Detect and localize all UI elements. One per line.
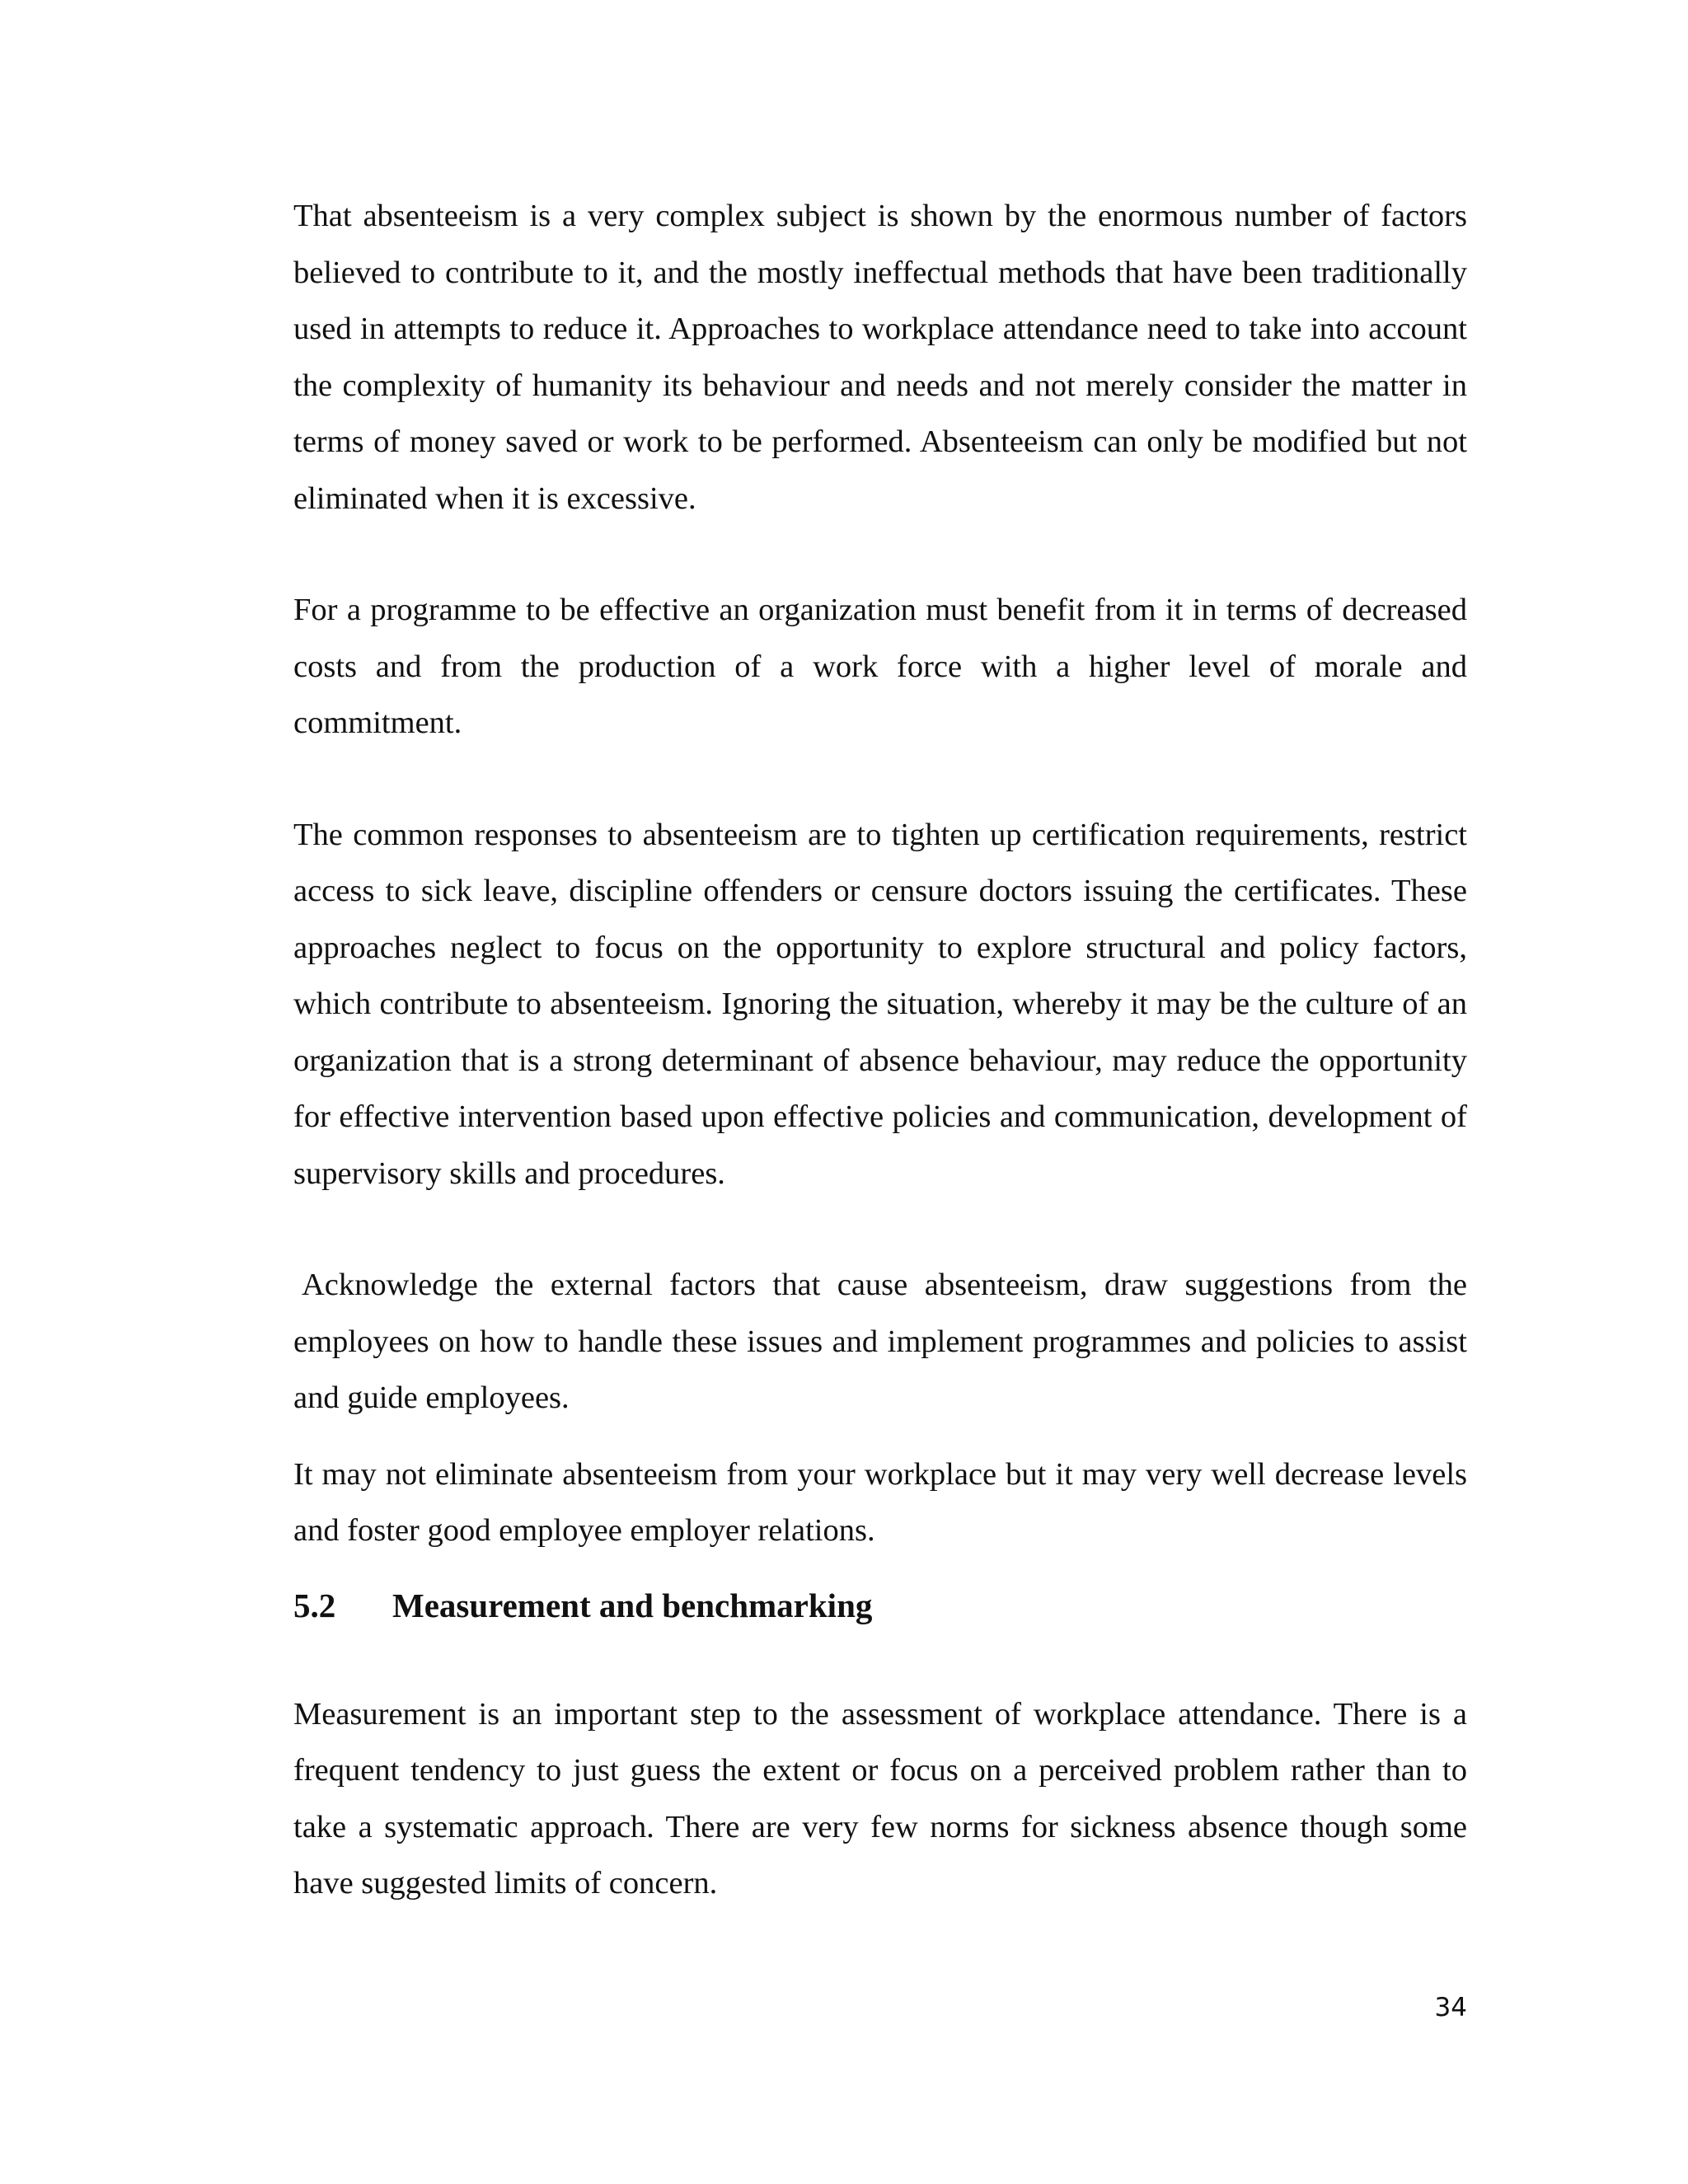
section-title: Measurement and benchmarking <box>392 1586 873 1624</box>
paragraph-acknowledge-factors: Acknowledge the external factors that cause absenteeism, draw suggestions from the employees on how to handle these issues and implement programmes and policies to assist and guide employees. <box>293 1268 1467 1415</box>
paragraph-employee-relations: It may not eliminate absenteeism from your workplace but it may very well decrease levels and foster good employee employer relations. <box>293 1456 1467 1548</box>
page-number: 34 <box>1434 1993 1467 2022</box>
section-heading <box>293 1582 1467 1629</box>
section-number: 5.2 <box>293 1586 336 1624</box>
paragraph-programme-effectiveness: For a programme to be effective an organization must benefit from it in terms of decreased costs and from the production of a work force with a higher level of morale and commitment. <box>293 593 1467 740</box>
paragraph-absenteeism-complexity: That absenteeism is a very complex subject is shown by the enormous number of factors believed to contribute to it, and the mostly ineffectual methods that have been traditionally used in attempts to reduce it. Approaches to workplace attendance need to take into account the complexity of humanity its behaviour and needs and not merely consider the matter in terms of money saved or work to be performed. Absenteeism can only be modified but not eliminated when it is excessive. <box>293 199 1467 516</box>
paragraph-measurement: Measurement is an important step to the assessment of workplace attendance. There is a frequent tendency to just guess the extent or focus on a perceived problem rather than to take a systematic approach. There are very few norms for sickness absence though some have suggested limits of concern. <box>293 1696 1467 1900</box>
paragraph-common-responses: The common responses to absenteeism are to tighten up certification requirements, restrict access to sick leave, discipline offenders or censure doctors issuing the certificates. These approaches neglect to focus on the opportunity to explore structural and policy factors, which contribute to absenteeism. Ignoring the situation, whereby it may be the culture of an organization that is a strong determinant of absence behaviour, may reduce the opportunity for effective intervention based upon effective policies and communication, development of supervisory skills and procedures. <box>293 817 1467 1191</box>
page-body <box>293 188 1467 1912</box>
